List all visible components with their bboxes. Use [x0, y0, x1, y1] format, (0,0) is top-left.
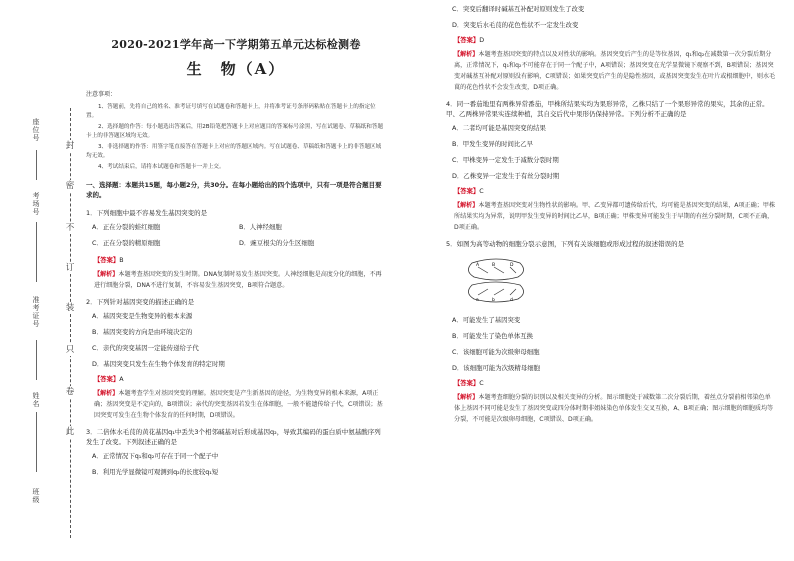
seat-number-label: 座位号 — [32, 118, 40, 142]
option: B．可能发生了染色单体互换 — [452, 332, 534, 340]
option-list — [86, 222, 386, 254]
option: D．豌豆根尖的分生区细胞 — [239, 239, 315, 247]
answer-line — [86, 375, 386, 385]
answer-value: B — [119, 257, 124, 264]
explanation-text: 本题考查学生对基因突变的理解。基因突变是产生新基因的途径，为生物变异的根本来源，A项正确；基因突变是不定向的，B项错误；亲代的突变基因若发生在体细胞，一般不能遗传给子代，C项错误；基因突变可发生在生物个体发育的任何时期，D项错误。 — [94, 390, 383, 419]
fill-line — [36, 150, 37, 180]
binding-margin — [0, 0, 100, 561]
explanation-tag: 【解析】 — [454, 51, 479, 58]
explanation-text: 本题考查基因突变的特点以及对性状的影响。基因突变后产生的是等位基因，q₁和q₂在减数第一次分裂后期分离，正常情况下，q₁和q₂不可能存在于同一个配子中，A项错误；基因突变在光学显微镜下观察不到，B项错误；基因突变对碱基互补配对原则没有影响，C项错误；如果突变后产生的是隐性基因，或基因突变发生在叶片或根细胞中，则水毛茛的花色性状不会发生改变，D项正确。 — [454, 51, 776, 91]
exam-title: 2020-2021学年高一下学期第五单元达标检测卷 — [111, 38, 361, 51]
notice-item: 3、非选择题的作答：用签字笔直接答在答题卡上对应的答题区域内。写在试题卷、草稿纸和答题卡上的非答题区域均无效。 — [86, 144, 382, 159]
ticket-number-label: 准考证号 — [32, 296, 40, 328]
answer-tag: 【答案】 — [94, 257, 120, 264]
option: A．可能发生了基因突变 — [452, 316, 521, 324]
explanation — [446, 392, 776, 425]
question-stem: 3．二倍体水毛茛的黄花基因q₁中丢失3个相邻碱基对后形成基因q₂，导致其编码的蛋白质中氨基酸序列发生了改变。下列叙述正确的是 — [86, 428, 381, 446]
explanation-tag: 【解析】 — [454, 394, 479, 401]
exam-room-label: 考场号 — [32, 192, 40, 216]
name-label: 姓名 — [32, 392, 40, 408]
seal-dashed-line — [70, 108, 71, 538]
option: C．甲株变异一定发生于减数分裂时期 — [452, 156, 559, 164]
fill-line — [36, 222, 37, 282]
answer-value: D — [479, 37, 485, 44]
notice-item: 2、选择题的作答：每小题选出答案后，用2B铅笔把答题卡上对应题目的答案标号涂黑，写在试题卷、草稿纸和答题卡上的非答题区域均无效。 — [86, 124, 384, 139]
option: A．正常情况下q₁和q₂可存在于同一个配子中 — [92, 452, 219, 460]
seal-char: 密 — [65, 181, 75, 191]
answer-line — [446, 36, 776, 46]
option: B．利用光学显微镜可观测到q₂的长度较q₁短 — [92, 468, 219, 476]
answer-line — [86, 256, 386, 266]
notice-item: 4、考试结束后，请将本试题卷和答题卡一并上交。 — [98, 164, 225, 170]
gene-label-A: A — [476, 263, 480, 268]
option: A．二者均可能是基因突变的结果 — [452, 124, 546, 132]
seal-char: 封 — [65, 141, 75, 151]
option: D．乙株变异一定发生于有丝分裂时期 — [452, 172, 560, 180]
seal-char: 只 — [65, 345, 75, 355]
notice-item: 1、答题前，先将自己的姓名、准考证号填写在试题卷和答题卡上，并将准考证号条形码粘贴在答题卡上的指定位置。 — [86, 104, 376, 119]
option: A．正在分裂的蛙红细胞 — [92, 223, 161, 231]
explanation-tag: 【解析】 — [94, 271, 119, 278]
option: D．基因突变只发生在生物个体发育的特定时期 — [92, 360, 225, 368]
seal-char: 卷 — [65, 387, 75, 397]
option: C．正在分裂的精原细胞 — [92, 239, 161, 247]
answer-value: A — [119, 376, 124, 383]
answer-value: C — [479, 188, 484, 195]
question-stem: 1．下列细胞中最不容易发生基因突变的是 — [86, 209, 208, 217]
option: C．该细胞可能为次级卵母细胞 — [452, 348, 540, 356]
option: B．人神经细胞 — [239, 223, 282, 231]
seal-char: 此 — [65, 427, 75, 437]
answer-tag: 【答案】 — [94, 376, 120, 383]
answer-line — [446, 187, 776, 197]
cell-division-diagram — [464, 257, 528, 305]
explanation — [446, 200, 776, 233]
explanation — [86, 388, 386, 421]
answer-tag: 【答案】 — [454, 37, 480, 44]
option: A．基因突变是生物变异的根本来源 — [92, 312, 193, 320]
explanation-text: 本题考查基因突变对生物性状的影响。甲、乙变异都可遗传给后代，均可能是基因突变的结果，A项正确；甲株所结果实均为异常，说明甲发生变异的时间比乙早，B项正确；甲株变异可能发生于早期的有丝分裂时期，C项不正确，D项正确。 — [454, 202, 776, 231]
gene-label-D: D — [510, 263, 514, 268]
option: D．该细胞可能为次级精母细胞 — [452, 364, 540, 372]
section-heading: 一、选择题：本题共15题，每小题2分，共30分。在每小题给出的四个选项中，只有一项是符合题目要求的。 — [86, 181, 382, 199]
seal-char: 订 — [65, 263, 75, 273]
answer-line — [446, 379, 776, 389]
class-label: 班级 — [32, 488, 40, 504]
left-column — [86, 30, 386, 483]
notice-title: 注意事项： — [86, 91, 117, 98]
explanation-text: 本题考查细胞分裂的识别以及相关变异的分析。图示细胞处于减数第二次分裂后期，着丝点分裂前相邻染色单体上基因不同可能是发生了基因突变或四分体时期非姐妹染色单体发生交叉互换，A、B项正确；图示细胞的细胞质均等分裂，不可能是次级卵母细胞，C项错误、D项正确。 — [454, 394, 774, 423]
option: C．亲代的突变基因一定能传递给子代 — [92, 344, 199, 352]
answer-tag: 【答案】 — [454, 188, 480, 195]
fill-line — [36, 340, 37, 380]
subject-title: 生 物（A） — [186, 60, 286, 78]
explanation-tag: 【解析】 — [94, 390, 119, 397]
option: B．基因突变的方向是由环境决定的 — [92, 328, 193, 336]
seal-char: 装 — [65, 303, 75, 313]
explanation-text: 本题考查基因突变的发生时期。DNA复制时易发生基因突变。人神经细胞是高度分化的细胞，不再进行细胞分裂，DNA不进行复制，不容易发生基因突变，B项符合题意。 — [94, 271, 382, 289]
option: C．突变后翻译时碱基互补配对原则发生了改变 — [452, 5, 585, 13]
answer-value: C — [479, 380, 484, 387]
explanation — [446, 49, 776, 93]
explanation-tag: 【解析】 — [454, 202, 479, 209]
explanation — [86, 269, 386, 291]
gene-label-B: B — [492, 263, 496, 268]
question-stem: 2．下列针对基因突变的描述正确的是 — [86, 298, 195, 306]
seal-char: 不 — [65, 223, 75, 233]
option: B．甲发生变异的时间比乙早 — [452, 140, 534, 148]
option: D．突变后水毛茛的花色性状不一定发生改变 — [452, 21, 579, 29]
question-stem: 4．同一番茄地里有两株异常番茄，甲株所结果实均为果形异常，乙株只结了一个果形异常的果实，其余的正常。甲、乙两株异常果实连续种植，其自交后代中果形仍保持异常。下列分析不正确的是 — [446, 100, 769, 118]
gene-label-a: a — [476, 298, 479, 303]
fill-line — [36, 412, 37, 472]
gene-label-d: d — [510, 298, 513, 303]
right-column — [446, 4, 776, 431]
gene-label-b: b — [492, 298, 495, 303]
answer-tag: 【答案】 — [454, 380, 480, 387]
question-stem: 5．如图为高等动物的细胞分裂示意图，下列有关该细胞或形成过程的叙述错误的是 — [446, 240, 685, 248]
